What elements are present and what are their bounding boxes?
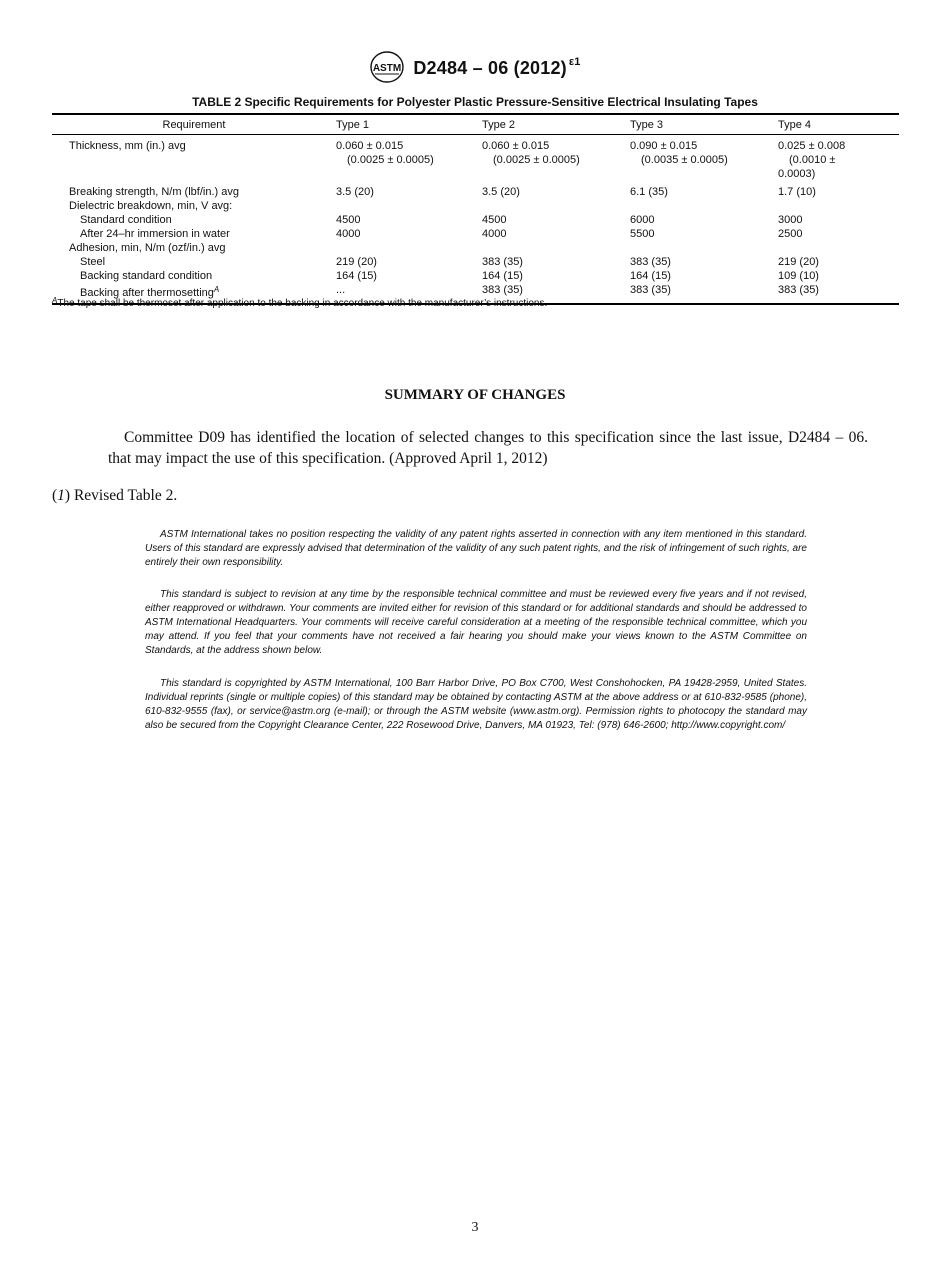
requirements-table (52, 113, 899, 305)
table-cell: 6000 (630, 214, 655, 226)
table-cell: 0.090 ± 0.015 (0.0035 ± 0.0005) (630, 140, 728, 166)
table-row (52, 241, 899, 255)
row-label: Standard condition (80, 214, 172, 226)
table-cell: 0.060 ± 0.015 (0.0025 ± 0.0005) (336, 140, 434, 166)
table-cell: 1.7 (10) (778, 186, 816, 198)
table-cell: 0.025 ± 0.008 (0.0010 ± 0.0003) (778, 140, 846, 180)
table-cell: 219 (20) (336, 256, 377, 268)
footnote-reference: A (213, 285, 220, 294)
footnote-mark: A (52, 296, 58, 305)
table-cell: 383 (35) (778, 283, 899, 304)
table-row (52, 135, 899, 182)
row-group-label: Adhesion, min, N/m (ozf/in.) avg (69, 242, 226, 254)
table-cell: 383 (35) (630, 256, 671, 268)
designation-text: D2484 – 06 (2012) (413, 57, 567, 78)
table-cell: 3000 (778, 214, 803, 226)
row-label: After 24–hr immersion in water (80, 228, 230, 240)
table-cell: 383 (35) (482, 283, 630, 304)
revision-notice: This standard is subject to revision at any time by the responsible technical committee and must be reviewed every five years and if not revised, either reapproved or withdrawn. Your comments are invited either for revision of this standard or for additional standards and should be addressed to ASTM International Headquarters. Your comments will receive careful consideration at a meeting of the responsible technical committee, which you may attend. If you feel that your comments have not received a fair hearing you should make your views known to the ASTM Committee on Standards, at the address shown below. (145, 589, 807, 656)
summary-item-text: Revised Table 2. (70, 487, 178, 504)
row-label: Backing after thermosetting$^A$ (52, 283, 336, 304)
table-cell: ... (336, 283, 482, 304)
table-row (52, 181, 899, 199)
designation-superscript: ε1 (568, 55, 581, 68)
logo-text: ASTM (373, 63, 402, 74)
row-label: Thickness, mm (in.) avg (69, 140, 186, 152)
column-header: Type 1 (336, 114, 482, 135)
table-row (52, 269, 899, 283)
table-title: TABLE 2 Specific Requirements for Polyester Plastic Pressure-Sensitive Electrical Insulating Tapes (192, 95, 758, 109)
table-footnote (52, 296, 547, 309)
table-cell: 383 (35) (482, 256, 523, 268)
table-cell: 4000 (482, 228, 507, 240)
column-header: Requirement (52, 114, 336, 135)
summary-title: SUMMARY OF CHANGES (384, 387, 566, 403)
table-cell: 0.060 ± 0.015 (0.0025 ± 0.0005) (482, 140, 580, 166)
astm-logo-icon (369, 50, 405, 84)
table-cell: 4500 (336, 214, 361, 226)
table-cell: 2500 (778, 228, 803, 240)
table-cell: 109 (10) (778, 270, 819, 282)
row-label: Breaking strength, N/m (lbf/in.) avg (69, 186, 239, 198)
table-cell: 4000 (336, 228, 361, 240)
table-cell: 4500 (482, 214, 507, 226)
row-label: Steel (80, 256, 106, 268)
footnote-text: The tape shall be thermoset after application to the backing in accordance with the manufacturer’s instructions. (57, 298, 548, 309)
page-number: 3 (471, 1220, 479, 1235)
table-cell: 164 (15) (336, 270, 377, 282)
column-header: Type 2 (482, 114, 630, 135)
table-header-row (52, 114, 899, 135)
table-cell: 164 (15) (630, 270, 671, 282)
document-header (0, 50, 950, 84)
table-row (52, 199, 899, 213)
table-cell: 164 (15) (482, 270, 523, 282)
table-cell: 5500 (630, 228, 655, 240)
table-cell: 6.1 (35) (630, 186, 668, 198)
table-cell: 3.5 (20) (336, 186, 374, 198)
designation (413, 56, 580, 79)
table-cell: 3.5 (20) (482, 186, 520, 198)
summary-body: Committee D09 has identified the location of selected changes to this specification since the last issue, D2484 – 06. that may impact the use of this specification. (Approved April 1, 2012) (108, 429, 868, 467)
table-cell: 219 (20) (778, 256, 819, 268)
summary-item-number: 1 (57, 487, 65, 504)
row-label: Backing standard condition (80, 270, 213, 282)
table-row (52, 227, 899, 241)
table-cell: 383 (35) (630, 283, 778, 304)
column-header: Type 4 (778, 114, 899, 135)
summary-item: (1) Revised Table 2. (52, 487, 178, 504)
table-row (52, 255, 899, 269)
patent-notice: ASTM International takes no position respecting the validity of any patent rights asserted in connection with any item mentioned in this standard. Users of this standard are expressly advised that determination of the validity of any such patent rights, and the risk of infringement of such rights, are entirely their own responsibility. (145, 529, 807, 568)
column-header: Type 3 (630, 114, 778, 135)
copyright-notice: This standard is copyrighted by ASTM International, 100 Barr Harbor Drive, PO Box C700, West Conshohocken, PA 19428-2959, United States. Individual reprints (single or multiple copies) of this standard may be obtained by contacting ASTM at the above address or at 610-832-9585 (phone), 610-832-9555 (fax), or service@astm.org (e-mail); or through the ASTM website (www.astm.org). Permission rights to photocopy the standard may also be secured from the Copyright Clearance Center, 222 Rosewood Drive, Danvers, MA 01923, Tel: (978) 646-2600; http://www.copyright.com/ (145, 678, 807, 731)
row-group-label: Dielectric breakdown, min, V avg: (69, 200, 233, 212)
table-row (52, 213, 899, 227)
